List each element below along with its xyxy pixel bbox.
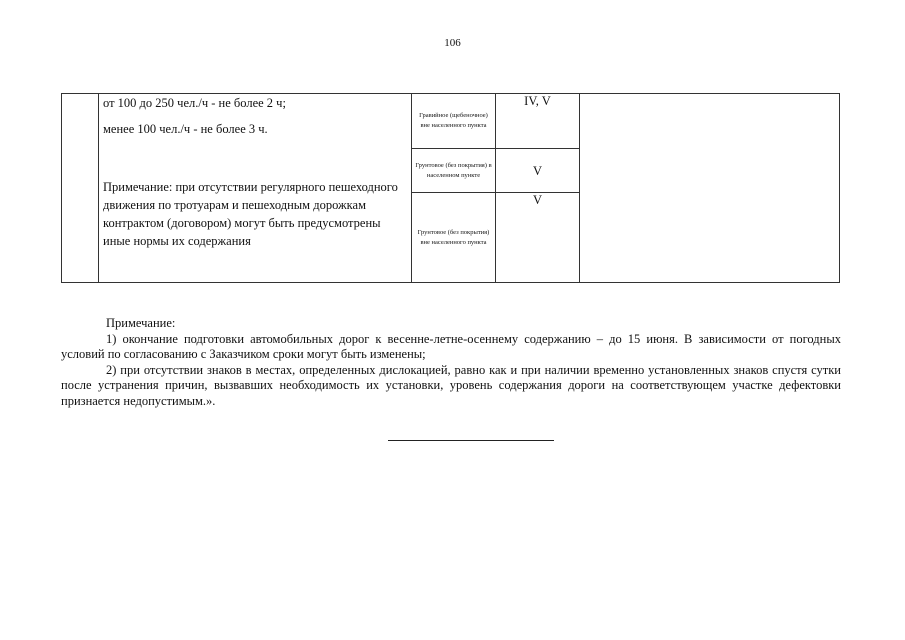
requirement-line-1: от 100 до 250 чел./ч - не более 2 ч; bbox=[103, 96, 286, 110]
note-item-1: 1) окончание подготовки автомобильных дорог к весенне-летне-осеннему содержанию – до 15 июня. В зависимости от погодных условий по согласованию с Заказчиком сроки могут быть изменены; bbox=[61, 331, 841, 361]
page-number: 106 bbox=[444, 37, 461, 49]
category-cell: V bbox=[496, 149, 580, 193]
category-cell: V bbox=[496, 193, 580, 283]
requirements-note: Примечание: при отсутствии регулярного пешеходного движения по тротуарам и пешеходным дорожкам контрактом (договором) могут быть предусмотрены иные нормы их содержания bbox=[103, 180, 398, 248]
cover-type-cell: Грунтовое (без покрытия) вне населенного пункта bbox=[412, 193, 496, 283]
cover-type-cell: Гравийное (щебеночное) вне населенного пункта bbox=[412, 94, 496, 149]
category-cell: IV, V bbox=[496, 94, 580, 149]
note-item-2: 2) при отсутствии знаков в местах, определенных дислокацией, равно как и при наличии временно установленных знаков спустя сутки после устранения причин, вызвавших необходимость их установки, уровень содержания дороги на соответствующем участке дефектовки признается недопустимым.». bbox=[61, 362, 841, 408]
requirements-cell bbox=[99, 94, 412, 283]
closing-line bbox=[388, 440, 554, 441]
notes-block bbox=[61, 316, 841, 409]
requirement-line-2: менее 100 чел./ч - не более 3 ч. bbox=[103, 122, 268, 136]
row-number-cell bbox=[62, 94, 99, 283]
requirements-table bbox=[61, 93, 840, 283]
notes-heading: Примечание: bbox=[106, 316, 176, 330]
cover-type-cell: Грунтовое (без покрытия) в населенном пункте bbox=[412, 149, 496, 193]
table-row bbox=[62, 94, 840, 149]
empty-cell bbox=[580, 94, 840, 283]
